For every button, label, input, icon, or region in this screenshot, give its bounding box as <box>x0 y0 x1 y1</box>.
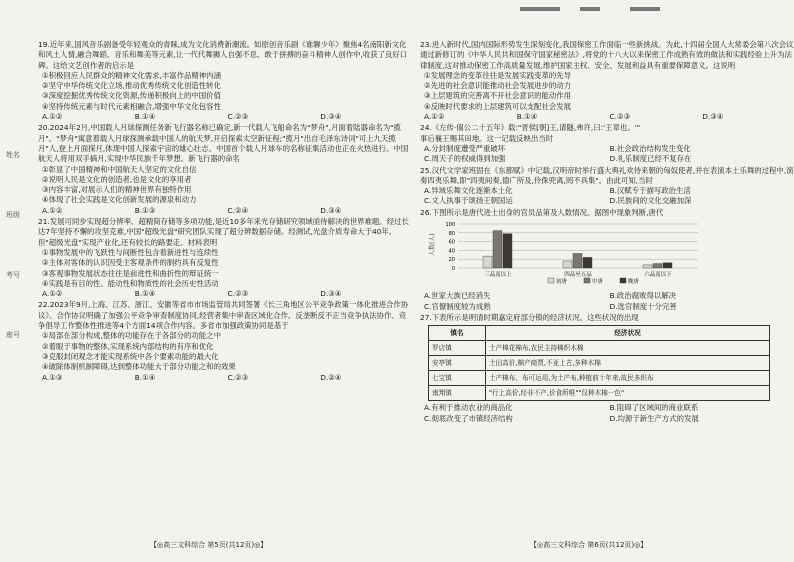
official-rank-bar-chart <box>428 220 768 286</box>
choice: A.①② <box>424 112 445 122</box>
economy-status: 土田高价,棉产商贾,不亚上古,多种木棉 <box>486 356 770 371</box>
choice: B.阻碍了区域间的商业联系 <box>609 403 699 413</box>
option: ④体现了社会实践是文化创新发展的源泉和动力 <box>42 195 197 205</box>
question-24 <box>420 123 794 164</box>
answer-choices <box>38 289 413 299</box>
question-25 <box>420 166 794 207</box>
choice: D.均源于新生产方式的发展 <box>609 413 699 423</box>
choice: A.分封制度遭受严重破坏 <box>424 143 506 153</box>
choice: B.社会政治结构发生变化 <box>609 143 691 153</box>
economy-status: 土产棉布、布可运用,为土产布,种植前十年来,故民多织布 <box>486 371 770 386</box>
choice: B.政治腐败得以解决 <box>609 291 677 301</box>
option: ①彰显了中国精神和中国航天人坚定的文化自信 <box>42 164 197 174</box>
table-header-row <box>429 326 770 341</box>
question-22 <box>38 300 413 382</box>
legend-swatch <box>620 278 626 283</box>
top-scan-marks <box>520 0 680 8</box>
option: ①局部在部分构成,整体的功能存在于各部分的功能之中 <box>42 331 221 341</box>
choice: A.①② <box>42 112 63 122</box>
choice: A.①③ <box>42 372 63 382</box>
choice: A.异域乐舞文化逐渐本土化 <box>424 186 513 196</box>
question-20 <box>38 123 413 216</box>
answer-choices <box>420 403 794 424</box>
margin-label: 考号 <box>6 271 20 279</box>
option: ③内容丰富,对展示人们的精神世界有独特作用 <box>42 185 192 195</box>
column-header: 镇名 <box>429 326 486 341</box>
economy-status: "行上高价,经非不产,价食所唯""仅种木棉一色" <box>486 386 770 401</box>
x-category-label: 四品至五品 <box>564 272 592 279</box>
choice: D.③④ <box>320 112 342 122</box>
choice: C.②④ <box>227 205 249 215</box>
choice: C.周天子的权威得到加强 <box>424 154 506 164</box>
choice: B.①④ <box>134 112 156 122</box>
bar <box>493 231 502 268</box>
answer-choices <box>38 206 413 216</box>
y-tick-label: 60 <box>448 239 455 246</box>
choice: A.①② <box>42 205 63 215</box>
margin-label: 姓名 <box>6 151 20 159</box>
option: ④反映时代要求的上层建筑可以支配社会发展 <box>424 101 572 111</box>
choice: D.礼乐制度已经不复存在 <box>609 154 692 164</box>
question-21 <box>38 217 413 299</box>
choice: C.②③ <box>609 112 631 122</box>
option: ②主体对客体的认识因受主客观条件的制约具有反复性 <box>42 258 219 268</box>
answer-choices <box>420 186 794 207</box>
choice: D.选官制度十分完善 <box>609 301 677 311</box>
choice: C.②③ <box>227 112 249 122</box>
y-tick-label: 0 <box>451 266 455 273</box>
margin-label: 座号 <box>6 331 20 339</box>
table-row <box>429 371 770 386</box>
question-stem: 23.进入新时代,国内国际形势发生深刻变化,我国保密工作面临一些新挑战。为此,十四届全国人大常委会第八次会议通过新修订的《中华人民共和国保守国家秘密法》,将党的十八大以来保密工作成熟有效的做法和实践经验上升为法律制度,这对推动保密工作高质量发展,维护国家主权、安全、发展利益具有重要保障意义。这说明 <box>420 40 794 70</box>
y-tick-label: 40 <box>448 248 455 255</box>
bar <box>573 254 582 269</box>
bar <box>653 264 662 268</box>
economy-status: 土产棉花棉布,农民主持棉织木棉 <box>486 341 770 356</box>
bar <box>563 261 572 268</box>
option: ③克服封闭观念才能实现系统中各个要素功能的最大化 <box>42 351 219 361</box>
question-stem: 25.汉代文学家班固在《东都赋》中记载,汉明帝时举行盛大典礼欢待来朝的匈奴使者,并在表演本土乐舞的过程中,演奏四夷乐舞,即"四夷间奏,德广所及,伶侏兜离,罔不具集"。由此可知,当时 <box>420 165 794 185</box>
table-row <box>429 386 770 401</box>
choice: D.②④ <box>320 372 342 382</box>
choice: B.汉赋专于描写政治生活 <box>609 186 691 196</box>
choice: D.③④ <box>320 289 342 299</box>
option: ②坚守中华传统文化立场,推动优秀传统文化创造性转化 <box>42 81 221 91</box>
question-19 <box>38 40 413 122</box>
answer-choices <box>420 112 794 122</box>
question-stem-cont: 事后襄王赐其田地。这一记载反映出当时 <box>420 133 554 143</box>
right-column <box>420 40 794 425</box>
option: ②着眼于事物的整体,实现系统内部结构的有序和优化 <box>42 341 214 351</box>
legend-swatch <box>548 278 554 283</box>
y-axis-label: 人数(人) <box>429 233 436 257</box>
margin-label: 班级 <box>6 211 20 219</box>
town-economy-table <box>428 325 770 401</box>
question-stem: 21.发展可同步实现超分辨率、超精简存储等多项功能,是近10多年来光存储研究领域亟待解决的世界难题。经过长达7年坚持不懈的攻坚克难,中国"超级光盘"研究团队实现了超分辨数据存储。经测试,光盘介质寿命大于40年。但"超级光盘"实现产业化,还有较长的路要走。材料表明 <box>38 217 409 247</box>
question-stem: 24.《左传·僖公二十五年》载:"晋侯[朝]王,请隧,弗许,曰:'王章也。'" <box>420 123 641 133</box>
page-footer-right: 【◎高三文科综合 第6页(共12页)◎】 <box>530 541 648 549</box>
choice: C.②③ <box>227 372 249 382</box>
choice: B.①④ <box>516 112 538 122</box>
choice: A.①② <box>42 289 63 299</box>
choice: B.①③ <box>134 205 156 215</box>
choice: D.民族间的文化交融加深 <box>609 196 692 206</box>
question-stem: 19.近年来,国风音乐剧备受年轻观众的青睐,成为文化消费新潮流。如原创音乐剧《谁聊少年》聚焦4名南阳新文化和风土人情,融合舞蹈、音乐和舞美等元素,让一代代舞狮人自强不息、敢于拼搏的奋斗精神人创作中,收获了良好口碑。这给文艺创作者的启示是 <box>38 40 408 70</box>
option: ③上层建筑的完善离不开社会意识的能动作用 <box>424 91 572 101</box>
answer-choices <box>420 144 794 165</box>
question-stem: 20.2024年2月,中国载人月球探测任务新飞行器名称已确定,新一代载人飞船命名为"梦舟",月面着陆器命名为"揽月"。"梦舟"寓意着载人月球探测承载中国人的航天梦,开启探索太空新征程;"揽月"出自毛泽东诗词"可上九天揽月"人,登上月面探月,体现中国人探索宇宙的雄心壮志。中国首个载人月球车的名称征集活动也正在火热进行。中国航天人将用双手摘月,实现中华民族千年梦想。新飞行器的命名 <box>38 123 409 164</box>
town-name: 七宝镇 <box>429 371 486 386</box>
column-header: 经济状况 <box>486 326 770 341</box>
answer-choices <box>38 112 413 122</box>
legend-label: 初唐 <box>556 279 568 286</box>
bar <box>643 265 652 268</box>
answer-choices <box>420 291 794 312</box>
choice: C.彻底改变了市镇经济结构 <box>424 413 513 423</box>
x-category-label: 六品及以下 <box>644 272 672 279</box>
binding-margin <box>6 150 28 390</box>
choice: A.世家大族已经消失 <box>424 291 491 301</box>
question-23 <box>420 40 794 122</box>
town-name: 罗店镇 <box>429 341 486 356</box>
question-stem: 26.下图所示是唐代进士出身的官员品第及人数情况。据图中现象判断,唐代 <box>420 207 664 217</box>
legend-swatch <box>584 278 590 283</box>
answer-choices <box>38 373 413 383</box>
choice: A.有利于推动农业的商品化 <box>424 403 513 413</box>
choice: B.①④ <box>134 372 156 382</box>
y-tick-label: 100 <box>445 222 455 229</box>
option: ②说明人民是文化的创造者,也是文化的享用者 <box>42 174 192 184</box>
option: ③深度挖掘优秀传统文化资源,传递积极向上的中国价值 <box>42 91 221 101</box>
y-tick-label: 80 <box>448 230 455 237</box>
option: ④实践是有目的性、能动性和物质性的社会历史性活动 <box>42 278 219 288</box>
choice: C.官僚制度较为成熟 <box>424 301 491 311</box>
question-stem: 27.下表所示是明清时期嘉定府部分镇的经济状况。这些状况的出现 <box>420 312 639 322</box>
choice: C.文人执事于颂扬王朝国运 <box>424 196 513 206</box>
left-column <box>38 40 413 384</box>
choice: D.③④ <box>702 112 724 122</box>
choice: D.③④ <box>320 205 342 215</box>
town-name: 安亭镇 <box>429 356 486 371</box>
legend-label: 中唐 <box>592 279 604 286</box>
bar <box>483 256 492 268</box>
choice: C.②③ <box>227 289 249 299</box>
option: ①积极回应人民群众的精神文化需求,丰富作品精神内涵 <box>42 70 221 80</box>
bar <box>583 257 592 268</box>
page-footer-left: 【◎高三文科综合 第5页(共12页)◎】 <box>150 541 268 549</box>
option: ③客观事物发展状态往往是前进性和曲折性的辩证统一 <box>42 268 219 278</box>
x-category-label: 三品及以上 <box>484 272 512 279</box>
option: ②先进的社会意识能推动社会发展进步的动力 <box>424 81 572 91</box>
table-row <box>429 341 770 356</box>
question-stem: 22.2023年9月,上海、江苏、浙江、安徽等省市市场监管局共同签署《长三角地区公平竞争政策一体化推进合作协议》。合作协议明确了加强公平竞争审查制度协同,经营者集中审查区域化合作、反垄断反不正当竞争执法协作、竞争倡导工作整体性推进等4个方面14项合作内容。多省市加强政策协同是基于 <box>38 300 409 331</box>
option: ①发展理念的变革往往是发展实践变革的先导 <box>424 70 572 80</box>
question-26 <box>420 208 794 312</box>
bar <box>663 263 672 268</box>
question-27 <box>420 313 794 424</box>
bar <box>503 234 512 268</box>
town-name: 南翔镇 <box>429 386 486 401</box>
option: ①事物发展中的飞跃性与间断性包含着新进性与连续性 <box>42 247 219 257</box>
option: ④破除体制机制障碍,达到整体功能大于部分功能之和的效果 <box>42 362 236 372</box>
y-tick-label: 20 <box>448 257 455 264</box>
choice: B.①④ <box>134 289 156 299</box>
table-row <box>429 356 770 371</box>
option: ④坚持传统元素与时代元素相融合,增强中华文化包容性 <box>42 101 221 111</box>
legend-label: 晚唐 <box>628 279 640 286</box>
